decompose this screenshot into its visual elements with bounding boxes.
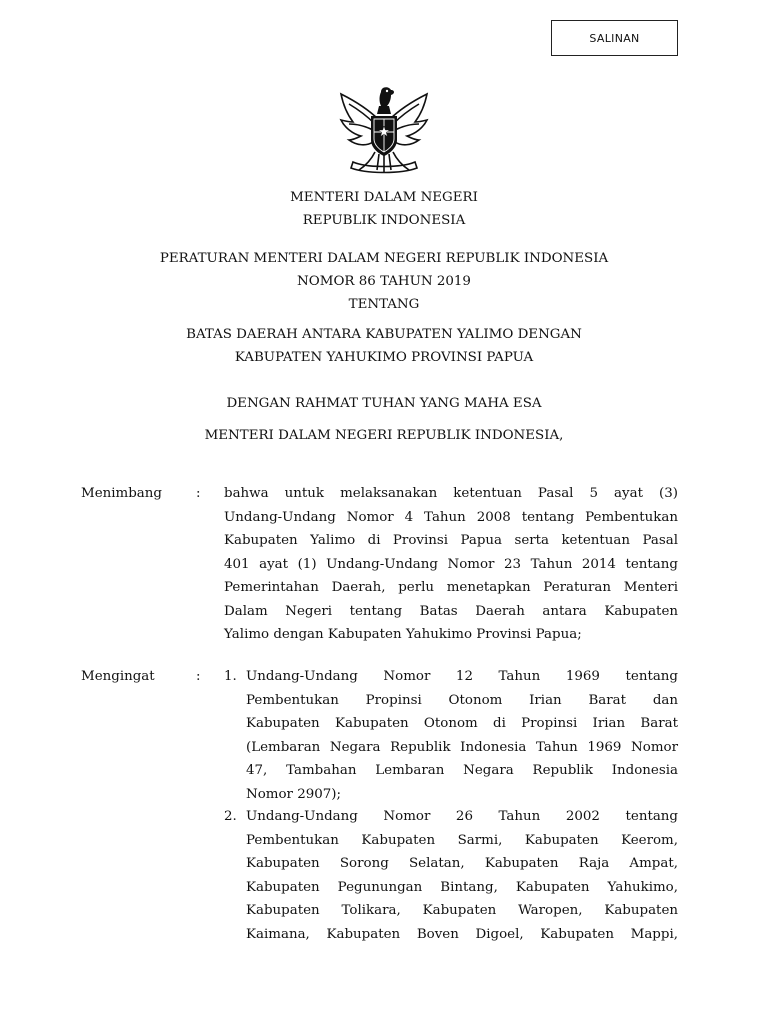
preamble-blessing: DENGAN RAHMAT TUHAN YANG MAHA ESA bbox=[226, 396, 542, 411]
menimbang-label: Menimbang bbox=[81, 486, 162, 501]
menimbang-line: Yalimo dengan Kabupaten Yahukimo Provinsi Papua; bbox=[224, 627, 582, 642]
mengingat-item-line: 47, Tambahan Lembaran Negara Republik Indonesia bbox=[246, 763, 678, 778]
mengingat-label: Mengingat bbox=[81, 669, 155, 684]
regulation-number: NOMOR 86 TAHUN 2019 bbox=[297, 274, 471, 289]
menimbang-line: Dalam Negeri tentang Batas Daerah antara Kabupaten bbox=[224, 603, 678, 619]
mengingat-item-line: Kabupaten Kabupaten Otonom di Propinsi Irian Barat bbox=[246, 716, 678, 731]
mengingat-item-line: Kaimana, Kabupaten Boven Digoel, Kabupaten Mappi, bbox=[246, 926, 678, 942]
menimbang-line: Kabupaten Yalimo di Provinsi Papua serta ketentuan Pasal bbox=[224, 533, 678, 548]
mengingat-colon: : bbox=[196, 669, 201, 684]
mengingat-item-line: Pembentukan Propinsi Otonom Irian Barat dan bbox=[246, 692, 678, 708]
mengingat-item-line: Nomor 2907); bbox=[246, 786, 342, 802]
menimbang-line: 401 ayat (1) Undang-Undang Nomor 23 Tahun 2014 tentang bbox=[224, 556, 678, 572]
mengingat-item-line: Kabupaten Tolikara, Kabupaten Waropen, Kabupaten bbox=[246, 903, 678, 918]
menimbang-line: Pemerintahan Daerah, perlu menetapkan Peraturan Menteri bbox=[224, 580, 678, 595]
regulation-about: TENTANG bbox=[348, 297, 420, 312]
menimbang-colon: : bbox=[196, 486, 201, 501]
mengingat-item-number: 2. bbox=[224, 809, 237, 824]
header-line-2: REPUBLIK INDONESIA bbox=[302, 213, 466, 228]
salinan-label: SALINAN bbox=[589, 31, 640, 45]
mengingat-item-line: (Lembaran Negara Republik Indonesia Tahun 1969 Nomor bbox=[246, 739, 678, 755]
mengingat-item-line: Kabupaten Sorong Selatan, Kabupaten Raja Ampat, bbox=[246, 856, 678, 871]
preamble-authority: MENTERI DALAM NEGERI REPUBLIK INDONESIA, bbox=[204, 428, 564, 443]
regulation-subject-line-2: KABUPATEN YAHUKIMO PROVINSI PAPUA bbox=[234, 350, 534, 365]
salinan-stamp bbox=[551, 20, 678, 56]
mengingat-item-line: Pembentukan Kabupaten Sarmi, Kabupaten Keerom, bbox=[246, 832, 678, 848]
mengingat-item-2 bbox=[246, 805, 678, 946]
mengingat-item-line: Undang-Undang Nomor 26 Tahun 2002 tentang bbox=[246, 809, 678, 824]
menimbang-line: Undang-Undang Nomor 4 Tahun 2008 tentang Pembentukan bbox=[224, 509, 678, 525]
regulation-title: PERATURAN MENTERI DALAM NEGERI REPUBLIK INDONESIA bbox=[159, 251, 609, 266]
mengingat-item-line: Undang-Undang Nomor 12 Tahun 1969 tentang bbox=[246, 669, 678, 684]
mengingat-item-number: 1. bbox=[224, 669, 237, 684]
mengingat-item-1 bbox=[246, 665, 678, 806]
regulation-subject-line-1: BATAS DAERAH ANTARA KABUPATEN YALIMO DENGAN bbox=[186, 327, 582, 342]
menimbang-paragraph bbox=[224, 482, 678, 647]
mengingat-item-line: Kabupaten Pegunungan Bintang, Kabupaten Yahukimo, bbox=[246, 879, 678, 895]
header-line-1: MENTERI DALAM NEGERI bbox=[290, 190, 478, 205]
menimbang-line: bahwa untuk melaksanakan ketentuan Pasal 5 ayat (3) bbox=[224, 486, 678, 501]
garuda-emblem-icon bbox=[331, 80, 437, 174]
